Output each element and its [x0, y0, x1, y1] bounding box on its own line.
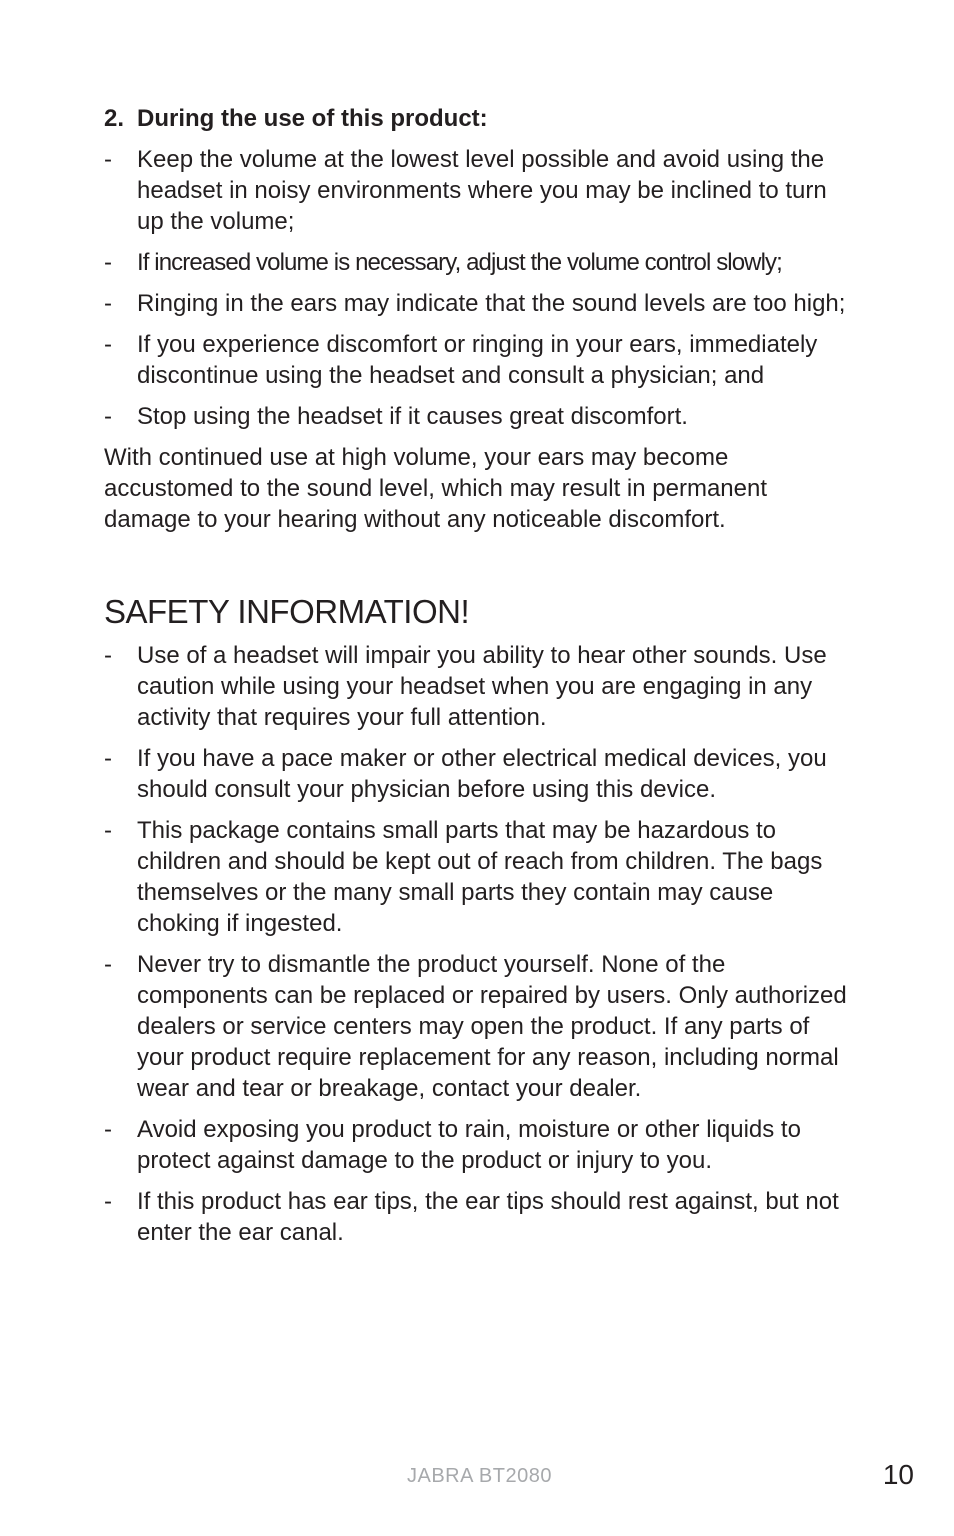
list-item-text: If you experience discomfort or ringing in your ears, immediately discontinue using the headset and consult a physician; and — [137, 331, 818, 389]
list-item — [104, 1114, 849, 1176]
page-number: 10 — [882, 1459, 914, 1490]
list-item — [104, 329, 849, 391]
bullet-dash: - — [104, 1116, 112, 1143]
list-item-text: If you have a pace maker or other electrical medical devices, you should consult your physician before using this device. — [137, 745, 827, 803]
bullet-dash: - — [104, 146, 112, 173]
list-item-text: This package contains small parts that may be hazardous to children and should be kept out of reach from children. The bags themselves or the many small parts they contain may cause choking if ingested. — [137, 817, 823, 937]
list-item-text: Keep the volume at the lowest level possible and avoid using the headset in noisy environments where you may be inclined to turn up the volume; — [137, 146, 827, 235]
safety-list — [104, 640, 849, 1248]
bullet-dash: - — [104, 642, 112, 669]
bullet-dash: - — [104, 403, 112, 430]
list-item — [104, 247, 849, 278]
bullet-dash: - — [104, 745, 112, 772]
section-heading — [104, 103, 849, 134]
list-item — [104, 1186, 849, 1248]
list-item-text: Ringing in the ears may indicate that the sound levels are too high; — [137, 290, 846, 317]
list-item-text: Stop using the headset if it causes great discomfort. — [137, 403, 688, 430]
list-item — [104, 401, 849, 432]
list-item — [104, 288, 849, 319]
bullet-dash: - — [104, 331, 112, 358]
bullet-dash: - — [104, 249, 112, 276]
warning-paragraph: With continued use at high volume, your ears may become accustomed to the sound level, which may result in permanent damage to your hearing without any noticeable discomfort. — [104, 444, 768, 533]
list-item — [104, 640, 849, 733]
footer-brand: JABRA BT2080 — [407, 1465, 552, 1487]
usage-list — [104, 144, 849, 432]
list-item-text: Use of a headset will impair you ability to hear other sounds. Use caution while using your headset when you are engaging in any activity that requires your full attention. — [137, 642, 827, 731]
list-item-text: If this product has ear tips, the ear tips should rest against, but not enter the ear canal. — [137, 1188, 839, 1246]
bullet-dash: - — [104, 817, 112, 844]
bullet-dash: - — [104, 951, 112, 978]
list-item — [104, 144, 849, 237]
document-page — [104, 103, 849, 1258]
section-title: SAFETY INFORMATION! — [104, 593, 470, 630]
list-item — [104, 815, 849, 939]
bullet-dash: - — [104, 290, 112, 317]
list-item-text: Avoid exposing you product to rain, moisture or other liquids to protect against damage to the product or injury to you. — [137, 1116, 801, 1174]
list-item-text: Never try to dismantle the product yourself. None of the components can be replaced or repaired by users. Only authorized dealers or service centers may open the product. If any parts of your product require replacement for any reason, including normal wear and tear or breakage, contact your dealer. — [137, 951, 847, 1102]
bullet-dash: - — [104, 1188, 112, 1215]
list-item — [104, 743, 849, 805]
list-item-text: If increased volume is necessary, adjust the volume control slowly; — [137, 249, 782, 276]
list-item — [104, 949, 849, 1104]
section-number: 2. — [104, 105, 125, 132]
section-heading-text: During the use of this product: — [137, 105, 488, 132]
